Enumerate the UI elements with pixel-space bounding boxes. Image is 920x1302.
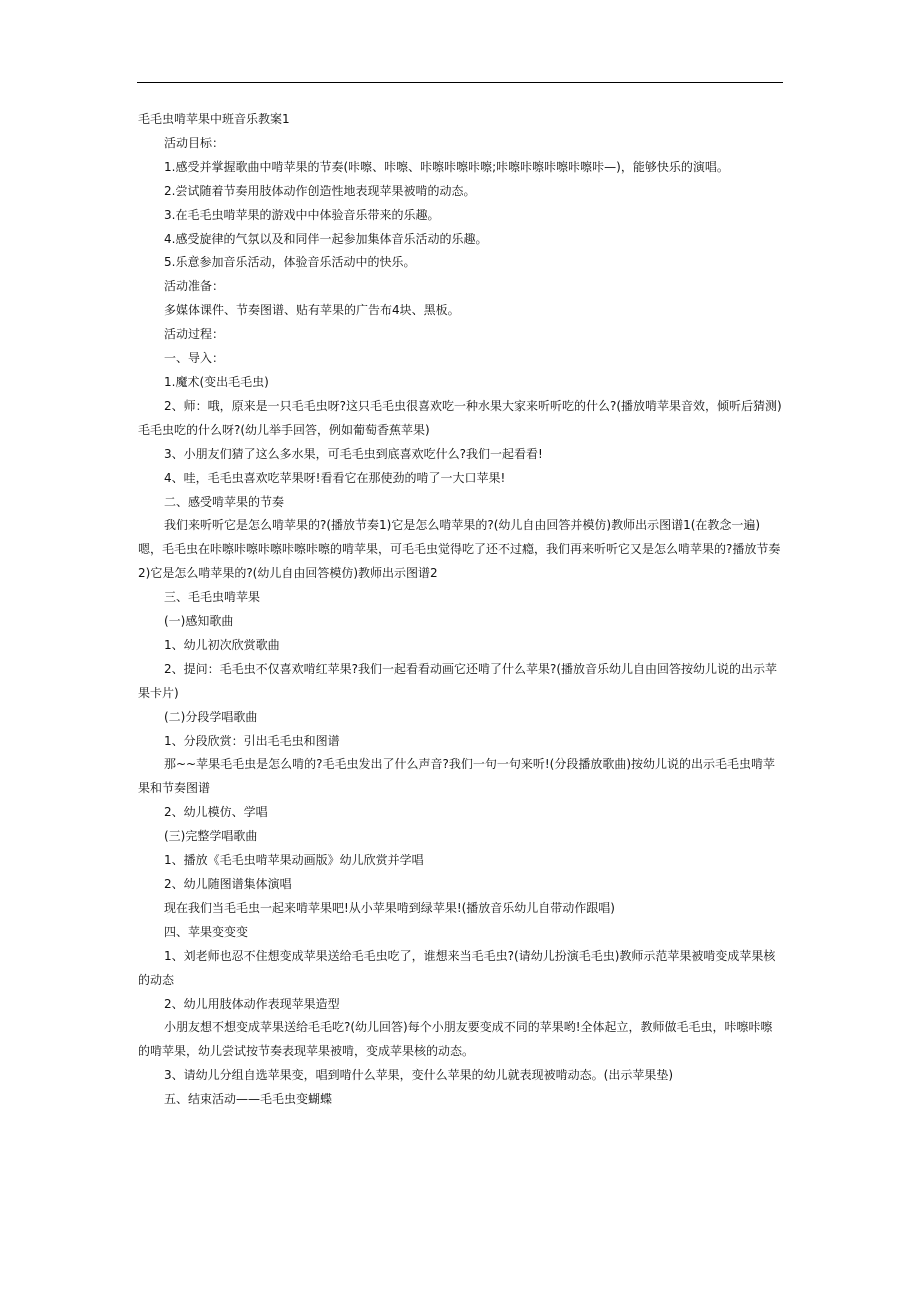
paragraph: 3.在毛毛虫啃苹果的游戏中中体验音乐带来的乐趣。 — [164, 207, 440, 222]
paragraph: 小朋友想不想变成苹果送给毛毛吃?(幼儿回答)每个小朋友要变成不同的苹果哟!全体起立，教师做毛毛虫，咔嚓咔嚓的啃苹果，幼儿尝试按节奏表现苹果被啃，变成苹果核的动态。 — [138, 1020, 773, 1059]
paragraph: 1.魔术(变出毛毛虫) — [164, 374, 269, 389]
paragraph: 1、幼儿初次欣赏歌曲 — [164, 637, 280, 652]
paragraph: 1、刘老师也忍不住想变成苹果送给毛毛虫吃了，谁想来当毛毛虫?(请幼儿扮演毛毛虫)教师示范苹果被啃变成苹果核的动态 — [138, 948, 776, 987]
paragraph: 2、师：哦，原来是一只毛毛虫呀?这只毛毛虫很喜欢吃一种水果大家来听听吃的什么?(播放啃苹果音效，倾听后猜测)毛毛虫吃的什么呀?(幼儿举手回答，例如葡萄香蕉苹果) — [138, 398, 782, 437]
paragraph: 2、幼儿模仿、学唱 — [164, 805, 268, 820]
paragraph: 2、幼儿用肢体动作表现苹果造型 — [164, 996, 340, 1011]
paragraph: 多媒体课件、节奏图谱、贴有苹果的广告布4块、黑板。 — [164, 303, 460, 318]
paragraph: 二、感受啃苹果的节奏 — [164, 494, 285, 509]
paragraph: 五、结束活动——毛毛虫变蝴蝶 — [164, 1092, 333, 1107]
paragraph: 活动准备： — [164, 279, 225, 294]
paragraph: 现在我们当毛毛虫一起来啃苹果吧!从小苹果啃到绿苹果!(播放音乐幼儿自带动作跟唱) — [164, 900, 615, 915]
paragraph: 2、幼儿随图谱集体演唱 — [164, 877, 292, 891]
paragraph: 1.感受并掌握歌曲中啃苹果的节奏(咔嚓、咔嚓、咔嚓咔嚓咔嚓;咔嚓咔嚓咔嚓咔嚓咔—)，能够快乐的演唱。 — [164, 159, 729, 174]
paragraph: 一、导入： — [164, 351, 225, 366]
paragraph: 三、毛毛虫啃苹果 — [164, 590, 261, 605]
paragraph: 3、请幼儿分组自选苹果变，唱到啃什么苹果，变什么苹果的幼儿就表现被啃动态。(出示苹果垫) — [164, 1068, 674, 1083]
paragraph: (二)分段学唱歌曲 — [164, 709, 258, 724]
paragraph: 那~~苹果毛毛虫是怎么啃的?毛毛虫发出了什么声音?我们一句一句来听!(分段播放歌曲)按幼儿说的出示毛毛虫啃苹果和节奏图谱 — [138, 757, 776, 796]
document-body — [138, 108, 782, 1112]
paragraph: 我们来听听它是怎么啃苹果的?(播放节奏1)它是怎么啃苹果的?(幼儿自由回答并模仿)教师出示图谱1(在教念一遍)嗯，毛毛虫在咔嚓咔嚓咔嚓咔嚓咔嚓的啃苹果，可毛毛虫觉得吃了还不过瘾，我们再来听听它又是怎么啃苹果的?播放节奏2)它是怎么啃苹果的?(幼儿自由回答模仿)教师出示图谱2 — [138, 518, 781, 581]
paragraph: 活动过程： — [164, 327, 225, 342]
paragraph: 四、苹果变变变 — [164, 924, 249, 939]
paragraph: 2.尝试随着节奏用肢体动作创造性地表现苹果被啃的动态。 — [164, 183, 476, 198]
paragraph: 活动目标： — [164, 135, 225, 150]
paragraph: 4.感受旋律的气氛以及和同伴一起参加集体音乐活动的乐趣。 — [164, 231, 488, 246]
paragraph: (三)完整学唱歌曲 — [164, 829, 258, 844]
paragraph: 3、小朋友们猜了这么多水果，可毛毛虫到底喜欢吃什么?我们一起看看! — [164, 446, 543, 461]
paragraph: (一)感知歌曲 — [164, 614, 234, 629]
paragraph: 4、哇，毛毛虫喜欢吃苹果呀!看看它在那使劲的啃了一大口苹果! — [164, 470, 506, 485]
paragraph: 5.乐意参加音乐活动，体验音乐活动中的快乐。 — [164, 255, 416, 270]
paragraph: 1、播放《毛毛虫啃苹果动画版》幼儿欣赏并学唱 — [164, 853, 424, 868]
document-title: 毛毛虫啃苹果中班音乐教案1 — [138, 112, 290, 126]
paragraph: 2、提问：毛毛虫不仅喜欢啃红苹果?我们一起看看动画它还啃了什么苹果?(播放音乐幼儿自由回答按幼儿说的出示苹果卡片) — [138, 661, 778, 700]
paragraph: 1、分段欣赏：引出毛毛虫和图谱 — [164, 733, 340, 748]
header-rule — [137, 82, 783, 83]
